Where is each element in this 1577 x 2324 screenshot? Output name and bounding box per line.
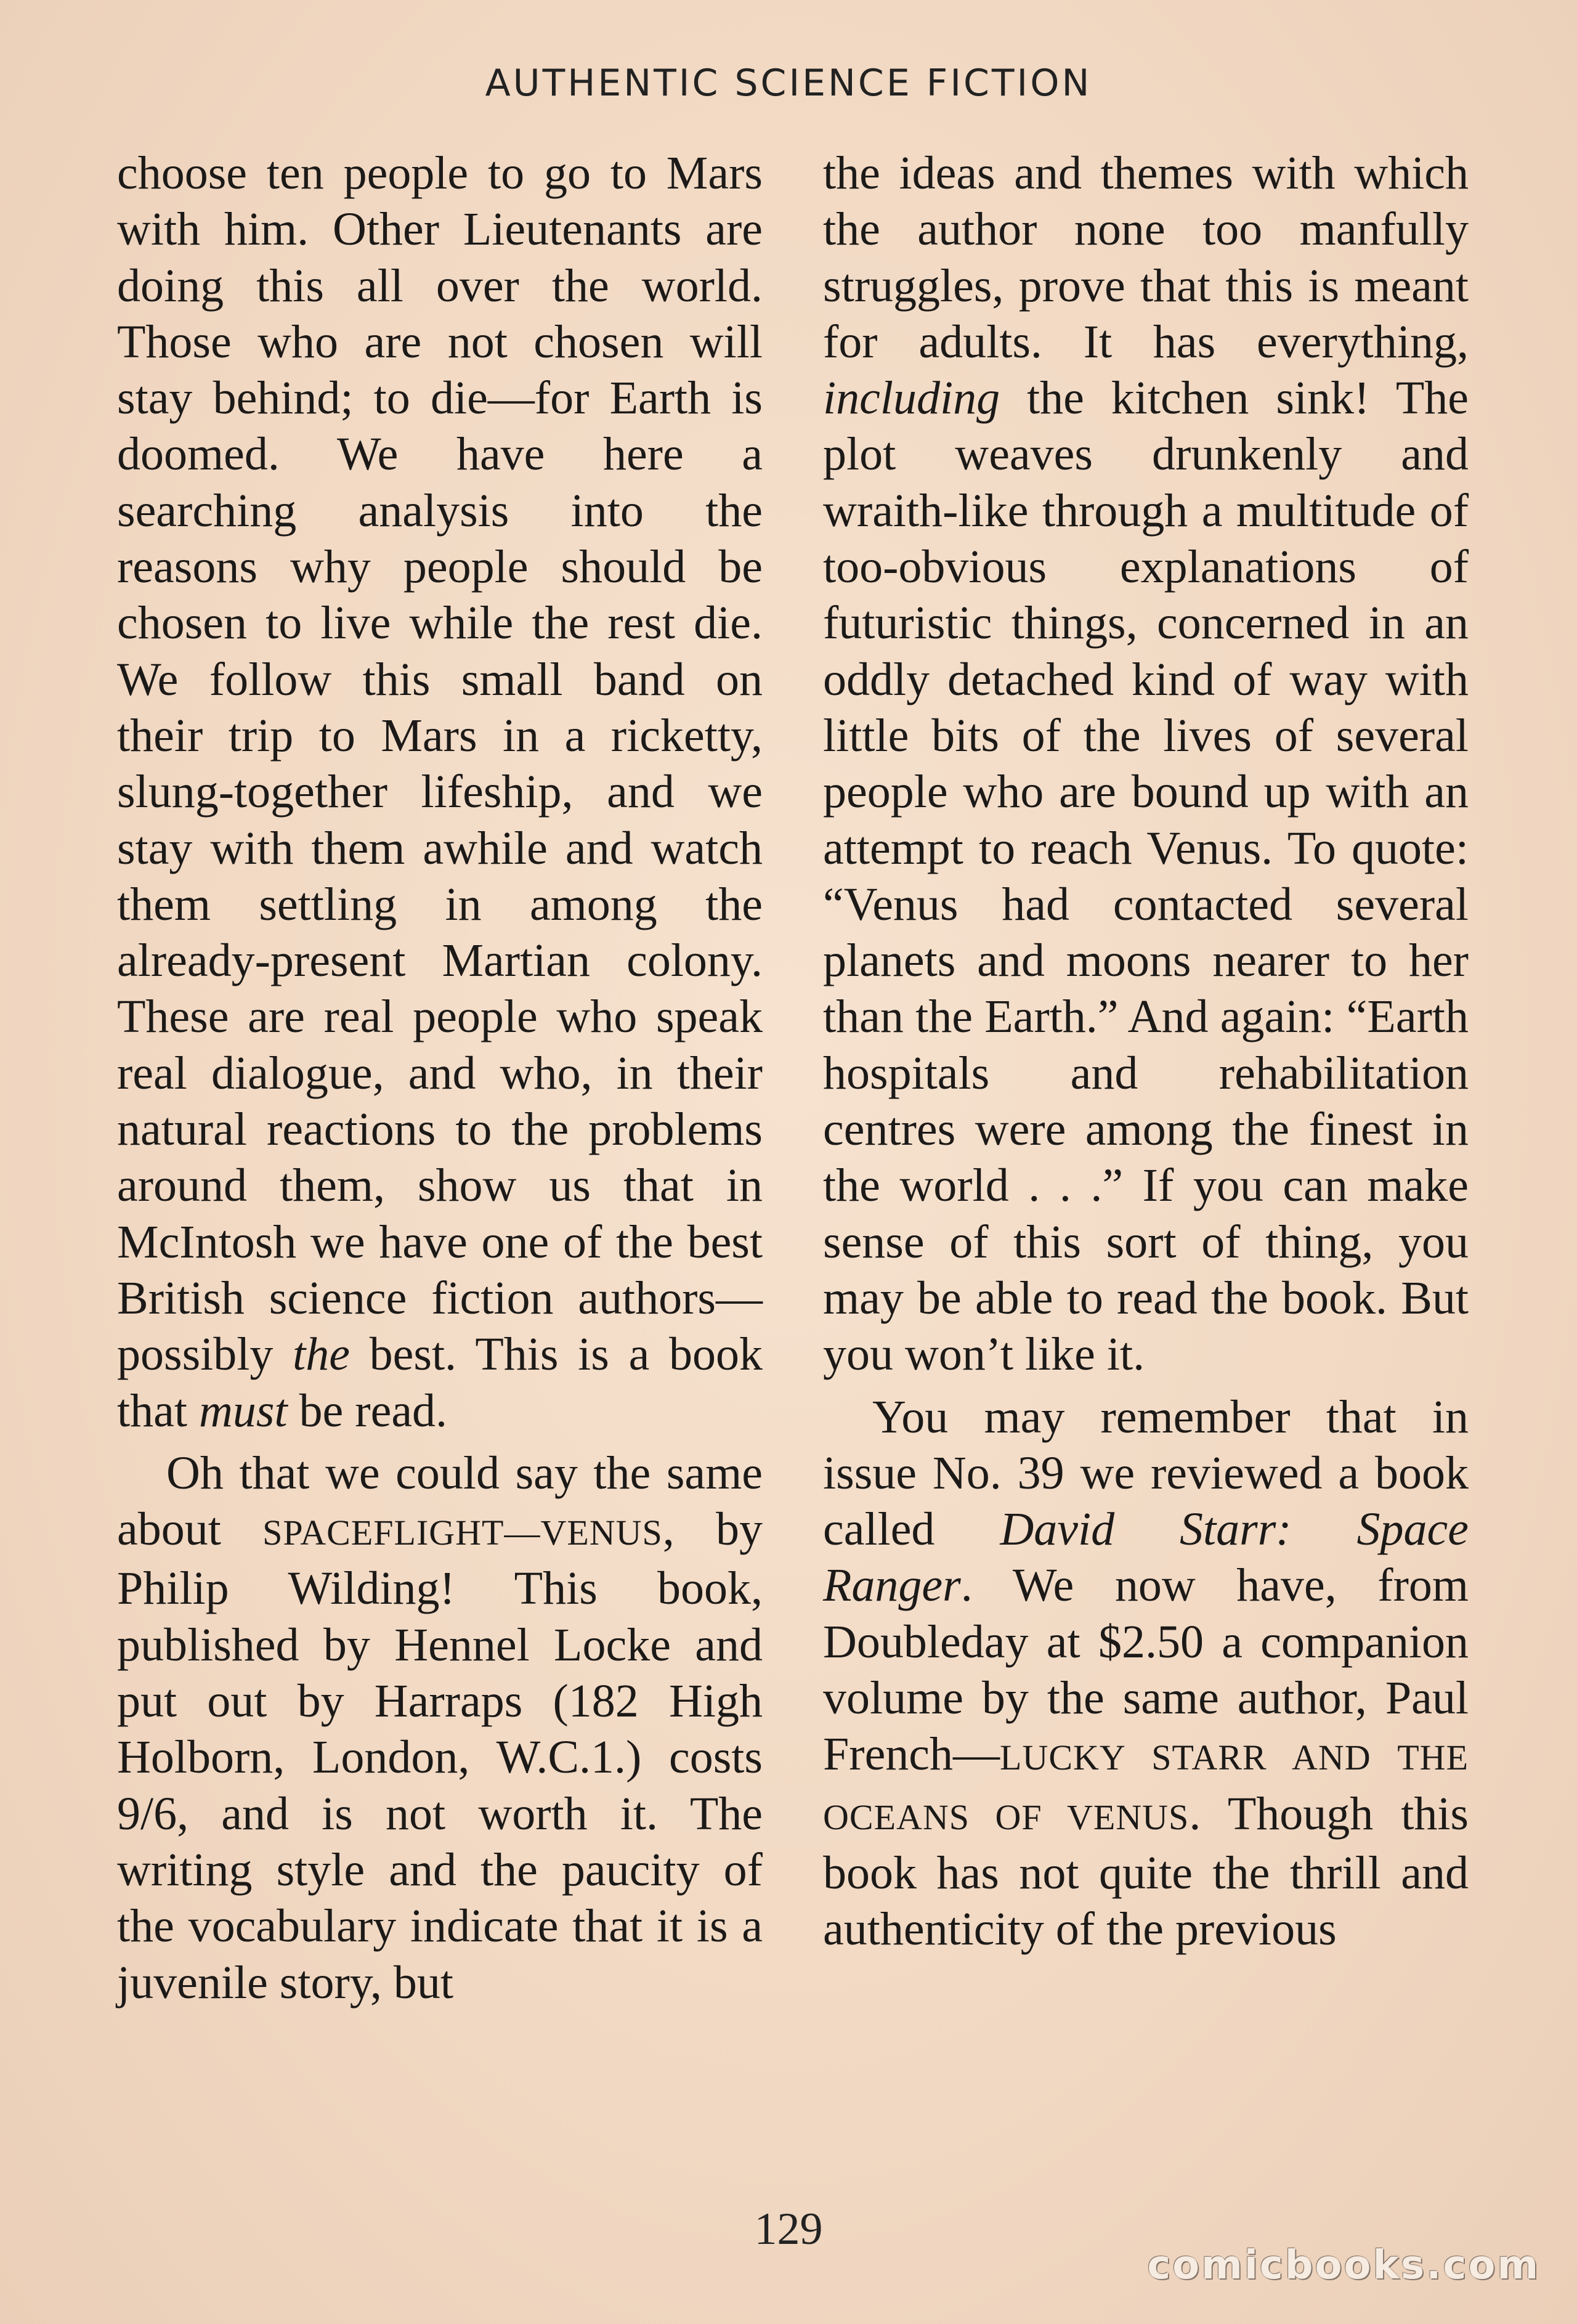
- book-title: SPACEFLIGHT—VENUS: [262, 1513, 663, 1553]
- left-column: [117, 145, 763, 2011]
- right-column: [823, 145, 1469, 1958]
- running-head: AUTHENTIC SCIENCE FICTION: [485, 62, 1092, 105]
- book-title: LUCKY STARR AND THE OCEANS OF VENUS: [823, 1737, 1469, 1837]
- paragraph: the ideas and themes with which the author none too manfully struggles, prove that this is meant for adults. It has everything, including the kitchen sink! The plot weaves drunkenly and wraith-like through a multitude of too-obvious explanations of futuristic things, concerned in an oddly detached kind of way with little bits of the lives of several people who are bound up with an attempt to reach Venus. To quote: “Venus had contacted several planets and moons nearer to her than the Earth.” And again: “Earth hospitals and rehabilitation centres were among the finest in the world . . .” If you can make sense of this sort of thing, you may be able to read the book. But you won’t like it.: [823, 147, 1469, 1381]
- page-number: 129: [754, 2204, 823, 2254]
- paragraph: choose ten people to go to Mars with him. Other Lieutenants are doing this all over the world. Those who are not chosen will stay behind; to die—for Earth is doomed. We have here a searching analysis into the reasons why people should be chosen to live while the rest die. We follow this small band on their trip to Mars in a ricketty, slung-together lifeship, and we stay with them awhile and watch them settling in among the already-present Martian colony. These are real people who speak real dialogue, and who, in their natural reactions to the problems around them, show us that in McIntosh we have one of the best British science fiction authors—possibly the best. This is a book that must be read.: [117, 147, 763, 1437]
- book-title-italic: David Starr: Space Ranger: [823, 1503, 1469, 1612]
- paragraph: You may remember that in issue No. 39 we reviewed a book called David Starr: Space Ranger. We now have, from Doubleday at $2.50 a companion volume by the same author, Paul French—LUCKY STARR AND THE OCEANS OF VENUS. Though this book has not quite the thrill and authenticity of the previous: [823, 1391, 1469, 1956]
- paragraph: Oh that we could say the same about SPACEFLIGHT—VENUS, by Philip Wilding! This book, published by Hennel Locke and put out by Harraps (182 High Holborn, London, W.C.1.) costs 9/6, and is not worth it. The writing style and the paucity of the vocabulary indicate that it is a juvenile story, but: [117, 1447, 763, 2009]
- watermark: comicbooks.com: [1147, 2243, 1540, 2288]
